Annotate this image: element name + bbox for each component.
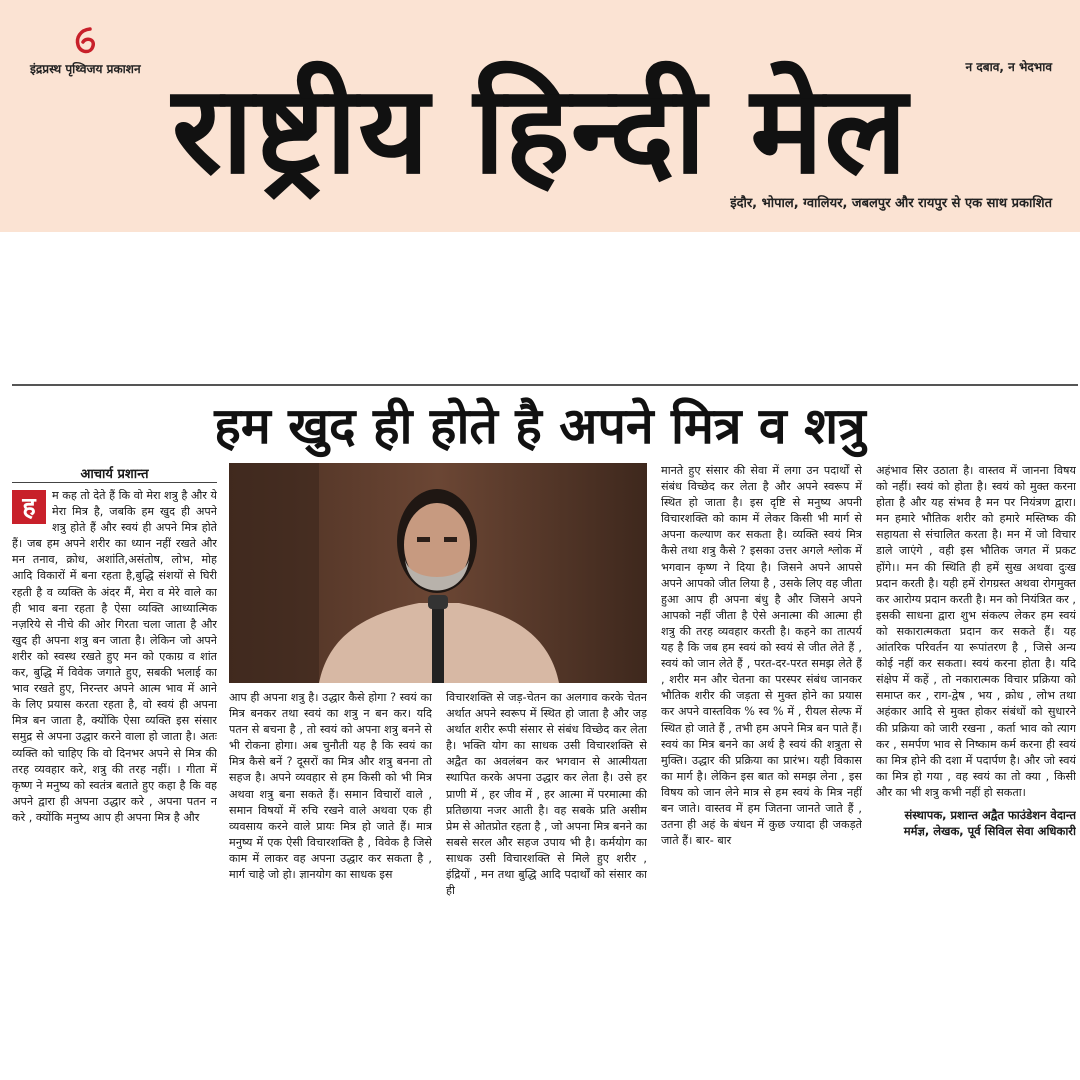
author-signature: संस्थापक, प्रशान्त अद्वैत फाउंडेशन वेदान्त मर्मज्ञ, लेखक, पूर्व सिविल सेवा अधिकारी xyxy=(903,807,1076,838)
article-column-1 xyxy=(12,488,217,928)
headline-rule xyxy=(12,384,1078,386)
portrait-photo-icon xyxy=(229,463,647,683)
author-photo xyxy=(229,463,647,683)
drop-cap: ह xyxy=(12,490,46,524)
article-column-2: आप ही अपना शत्रु है। उद्धार कैसे होगा ? स्वयं का मित्र बनकर तथा स्वयं का शत्रु न बन कर। यदि पतन से बचना है , तो स्वयं को अपना शत्रु बनने से भी रोकना होगा। अब चुनौती यह है कि स्वयं का मित्र कैसे बनें ? दूसरों का मित्र और शत्रु बनना तो सहज है। अपने व्यवहार से हम किसी को भी मित्र अथवा शत्रु बना सकते हैं। समान विचारों वाले , समान विषयों में रुचि रखने वाले अथवा एक ही व्यवसाय करने वाले प्रायः मित्र हो जाते हैं। मात्र मनुष्य में एक ऐसी विचारशक्ति है , विवेक है जिसे काम में लाकर वह अपना उद्धार कर सकता है , मार्ग चाहे जो हो। ज्ञानयोग का साधक इस xyxy=(229,691,432,882)
article-column-5 xyxy=(876,463,1076,933)
column-5-text: अहंभाव सिर उठाता है। वास्तव में जानना विषय को नहीं। स्वयं को होता है। स्वयं को मुक्त करना होता है और यह संभव है मन पर नियंत्रण द्वारा। मन हमारे भौतिक शरीर को हमारे मस्तिष्क की सहायता से संचालित करता है। मन में जो विचार डाले जाएंगे , वही इस भौतिक जगत में प्रकट होंगे।। मन की स्थिति ही हमें सुख अथवा दुःख प्रदान करती है। यही हमें रोगग्रस्त अथवा रोगमुक्त कर आरोग्य प्रदान करती है। मन को नियंत्रित कर , इसकी साधना द्वारा शुभ संकल्प लेकर हम स्वयं को सकारात्मकता प्रदान कर सकते हैं। यह आंतरिक परिवर्तन या रूपांतरण है , जिसे अन्य कोई नहीं कर सकता। स्वयं करना होता है। यदि संक्षेप में कहें , तो नकारात्मक विचार प्रक्रिया को समाप्त कर , राग-द्वेष , भय , क्रोध , लोभ तथा अहंकार आदि से मुक्त होकर संबंधों को सुधारने की प्रक्रिया को जारी रखना , कर्ता भाव को त्याग कर , समर्पण भाव से निष्काम कर्म करना ही स्वयं का मित्र होने की दशा में पदार्पण है। और जो स्वयं का मित्र हो गया , वह स्वयं का तो क्या , किसी और का भी शत्रु कभी नहीं हो सकता। xyxy=(876,464,1076,799)
newspaper-title: राष्ट्रीय हिन्दी मेल xyxy=(171,59,909,201)
byline: आचार्य प्रशान्त xyxy=(80,467,149,482)
article-column-4: मानते हुए संसार की सेवा में लगा उन पदार्थों से संबंध विच्छेद कर लेता है और अपने स्वरूप में स्थित हो जाता है। इस दृष्टि से मनुष्य अपनी विचारशक्ति को काम में लेकर किसी भी मार्ग से अपना कल्याण कर सकता है। व्यक्ति स्वयं मित्र कैसे तथा शत्रु कैसे ? इसका उत्तर अगले श्लोक में भगवान कृष्ण ने दिया है। जिसने अपने आपसे अपने आपको जीत लिया है , उसके लिए वह जीता हुआ आप ही अपना बंधु है और जिसने अपने आपको नहीं जीता है ऐसे अनात्मा की आत्मा ही शत्रु की तरह व्यवहार करती है। कहने का तात्पर्य यह है कि जब हम स्वयं को स्वयं से जीत लेते हैं , स्वयं को जान लेते हैं , परत-दर-परत समझ लेते हैं , शरीर मन और चेतना का परस्पर संबंध जानकर भौतिक शरीर की जड़ता से मुक्त होने का प्रयास कर अपने वास्तविक % स्व % में , रीयल सेल्फ में स्थित हो जाते हैं , तभी हम अपने मित्र बन पाते हैं। स्वयं का मित्र बनने का अर्थ है स्वयं की शत्रुता से मुक्ति। उद्धार की प्रक्रिया का प्रारंभ। यही विकास का मार्ग है। लेकिन इस बात को समझ लेना , इस विषय को जान लेने मात्र से हम स्वयं के मित्र नहीं बन जाते। वास्तव में हम जितना जानते जाते हैं , उतना ही अहं के बंधन में कुछ ज्यादा ही जकड़ते जाते हैं। बार- बार xyxy=(661,464,862,848)
masthead xyxy=(0,0,1080,232)
editions-line: इंदौर, भोपाल, ग्वालियर, जबलपुर और रायपुर से एक साथ प्रकाशित xyxy=(730,196,1052,211)
column-1-text: म कह तो देते हैं कि वो मेरा शत्रु है और ये मेरा मित्र है, जबकि हम खुद ही अपने शत्रु होते हैं और स्वयं ही अपने मित्र होते हैं। जब हम अपने शरीर का ध्यान नहीं रखते और मन तनाव, क्रोध, अशांति,असंतोष, लोभ, मोह आदि विकारों में बना रहता है,बुद्धि संशयों से घिरी रहती है व व्यक्ति के अंदर मैं, मेरा व मेरे वाले का ही भाव बना रहता है ऐसा व्यक्ति आध्यात्मिक नज़रिये से नीचे की ओर गिरता चला जाता है और खुद ही अपना शत्रु बन जाता है। लेकिन जो अपने शरीर को स्वस्थ रखते हुए मन को एकाग्र व शांत कर, बुद्धि में विवेक जगाते हुए, सबकी भलाई का भाव रखते हुए, निरन्तर अपने आत्म भाव में आने के लिए प्रयास करता रहता है, वो स्वयं ही अपना मित्र बन जाता है, क्योंकि ऐसा व्यक्ति इस संसार समुद्र से अपना उद्धार करने वाला हो जाता है। अतः व्यक्ति को चाहिए कि वो दिनभर अपने से मित्र की तरह व्यवहार करे, शत्रु की तरह नहीं। । गीता में कृष्ण ने मनुष्य को स्वतंत्र बताते हुए कहा है कि वह अपने द्वारा ही अपना उद्धार करे , अपना पतन न करे , क्योंकि मनुष्य आप ही अपना मित्र है और xyxy=(12,489,217,824)
tagline: न दबाव, न भेदभाव xyxy=(965,60,1052,74)
article-headline: हम खुद ही होते है अपने मित्र व शत्रु xyxy=(214,397,866,455)
publisher-logo-icon xyxy=(72,26,98,56)
article-column-3: विचारशक्ति से जड़-चेतन का अलगाव करके चेतन अर्थात अपने स्वरूप में स्थित हो जाता है और जड़ अर्थात शरीर रूपी संसार से संबंध विच्छेद कर लेता है। भक्ति योग का साधक उसी विचारशक्ति से अद्वैत का अवलंबन कर भगवान से आत्मीयता स्थापित करके अपना उद्धार कर लेता है। उसे हर प्राणी में , हर जीव में , हर आत्मा में परमात्मा की प्रतिछाया नजर आती है। वह सबके प्रति असीम प्रेम से ओतप्रोत रहता है , जो अपना मित्र बनने का सबसे सरल और सहज उपाय भी है। कर्मयोग का साधक उसी विचारशक्ति से मिले हुए शरीर , इंद्रियों , मन तथा बुद्धि आदि पदार्थों को संसार का ही xyxy=(446,691,647,898)
publisher-name: इंद्रप्रस्थ पृथ्विजय प्रकाशन xyxy=(30,62,141,76)
byline-rule xyxy=(12,482,217,483)
